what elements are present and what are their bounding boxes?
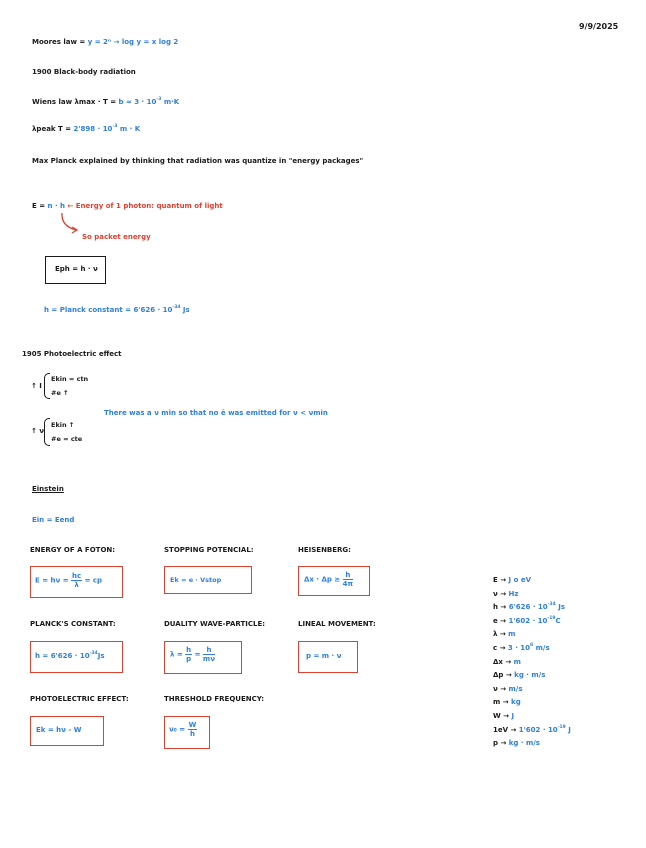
- unit-row: [493, 590, 518, 599]
- unit-row: [493, 630, 515, 639]
- unit-row: [493, 685, 523, 694]
- eph-formula: Eph = h · ν: [55, 265, 98, 273]
- lineal-formula: p = m · ν: [306, 652, 342, 660]
- unit-symbol: c →: [493, 644, 508, 652]
- photo-title: PHOTOELECTRIC EFFECT:: [30, 695, 129, 703]
- moores-law-line: Moores law = y = 2ⁿ → log y = x log 2: [32, 38, 179, 46]
- unit-row: $c \to 3 \cdot 10^8$ m/s: [493, 643, 550, 652]
- pe-electrons-cte-line: #e = cte: [51, 435, 83, 443]
- brace-1: [44, 373, 50, 399]
- heisenberg-title: HEISENBERG:: [298, 546, 351, 554]
- packet-energy-note: So packet energy: [82, 233, 151, 241]
- lineal-title: LINEAL MOVEMENT:: [298, 620, 376, 628]
- unit-symbol: Δp →: [493, 671, 515, 680]
- unit-symbol: p →: [493, 739, 509, 748]
- planck-constant-line: h = Planck constant = $6'626 \cdot 10^{-34}$ Js: [44, 305, 190, 314]
- unit-value: 3 · 10: [507, 644, 531, 652]
- planck-formula: $h = 6'626 \cdot 10^{-34}Js$: [35, 651, 105, 660]
- unit-value: kg · m/s: [508, 739, 540, 748]
- duality-title: DUALITY WAVE-PARTICLE:: [164, 620, 266, 628]
- thresh-formula: ν₀ = $\frac{W}{h}$: [169, 721, 197, 738]
- thresh-title: THRESHOLD FREQUENCY:: [164, 695, 264, 703]
- einstein-equation: Ein = Eend: [32, 516, 75, 524]
- unit-value: kg: [511, 698, 521, 707]
- stopping-formula: Ek = e · Vstop: [170, 576, 222, 584]
- unit-symbol: m →: [493, 698, 512, 707]
- foton-title: ENERGY OF A FOTON:: [30, 546, 116, 554]
- unit-row: [493, 698, 521, 707]
- unit-symbol: E →: [493, 576, 509, 584]
- foton-formula: E = hν = $\frac{hc}{\lambda}$ = cp: [35, 572, 103, 589]
- unit-value: m: [508, 630, 516, 639]
- unit-symbol: W →: [493, 712, 512, 720]
- pe-electrons-line: #e ↑: [51, 389, 69, 397]
- photon-energy-note: ← Energy of 1 photon: quantum of light: [67, 202, 223, 210]
- brace-2: [44, 418, 50, 446]
- unit-symbol: h →: [493, 603, 509, 612]
- unit-row: $e \to 1'602 \cdot 10^{-19}C$: [493, 615, 561, 625]
- stopping-title: STOPPING POTENCIAL:: [164, 546, 254, 554]
- curved-arrow-icon: [58, 212, 82, 236]
- unit-symbol: Δx →: [493, 657, 514, 666]
- unit-row: [493, 671, 545, 680]
- lambda-peak-line: λpeak $T = 2'898 \cdot 10^{-3}$ m · K: [32, 124, 141, 133]
- unit-row: $h \to 6'626 \cdot 10^{-34}$ Js: [493, 602, 565, 612]
- einstein-heading: Einstein: [32, 485, 64, 493]
- unit-value: 6'626 · 10: [508, 603, 548, 612]
- moores-formula: y = 2ⁿ → log y = x log 2: [87, 38, 179, 46]
- unit-value: 1'602 · 10: [518, 725, 558, 734]
- unit-value: m/s: [508, 684, 523, 693]
- unit-symbol: 1eV →: [493, 725, 519, 734]
- unit-value: m: [513, 657, 521, 666]
- unit-row: [493, 576, 531, 585]
- unit-symbol: λ →: [493, 630, 509, 639]
- photo-formula: Ek = hν - W: [36, 726, 82, 734]
- threshold-note: There was a ν min so that no ē was emitted for ν < νmin: [104, 409, 328, 417]
- pe-ekin-line: Ekin = ctn: [51, 375, 89, 383]
- unit-value: Hz: [508, 589, 519, 598]
- unit-symbol: ν →: [493, 589, 509, 598]
- unit-row: [493, 712, 514, 721]
- duality-formula: λ = $\frac{h}{p}$ = $\frac{h}{m\nu}$: [170, 646, 215, 663]
- unit-row: [493, 739, 540, 748]
- pe-intensity-lead: ↑ I: [31, 382, 42, 390]
- energy-equation: E = n · h ← Energy of 1 photon: quantum of light: [32, 202, 223, 210]
- blackbody-heading: 1900 Black-body radiation: [32, 68, 136, 76]
- unit-symbol: ν →: [493, 684, 509, 693]
- unit-symbol: e →: [493, 616, 509, 625]
- photoelectric-heading: 1905 Photoelectric effect: [22, 350, 122, 358]
- unit-row: [493, 658, 521, 667]
- unit-value: kg · m/s: [514, 671, 546, 680]
- heisenberg-formula: Δx · Δp ≥ $\frac{h}{4\pi}$: [304, 571, 354, 588]
- unit-value: 1'602 · 10: [508, 616, 548, 625]
- pe-frequency-lead: ↑ ν: [31, 427, 45, 435]
- planck-title: PLANCK'S CONSTANT:: [30, 620, 116, 628]
- unit-value: J o eV: [508, 576, 531, 584]
- wien-law-line: Wiens law $\lambda\max \cdot T = b \approx 3 \cdot 10^{-3}$ m·K: [32, 97, 180, 106]
- pe-ekin-up-line: Ekin ↑: [51, 421, 75, 429]
- unit-row: $1eV \to 1'602 \cdot 10^{-19}$ J: [493, 724, 571, 734]
- unit-value: J: [511, 712, 515, 720]
- date: 9/9/2025: [579, 22, 619, 31]
- planck-explanation: Max Planck explained by thinking that radiation was quantize in "energy packages": [32, 157, 364, 165]
